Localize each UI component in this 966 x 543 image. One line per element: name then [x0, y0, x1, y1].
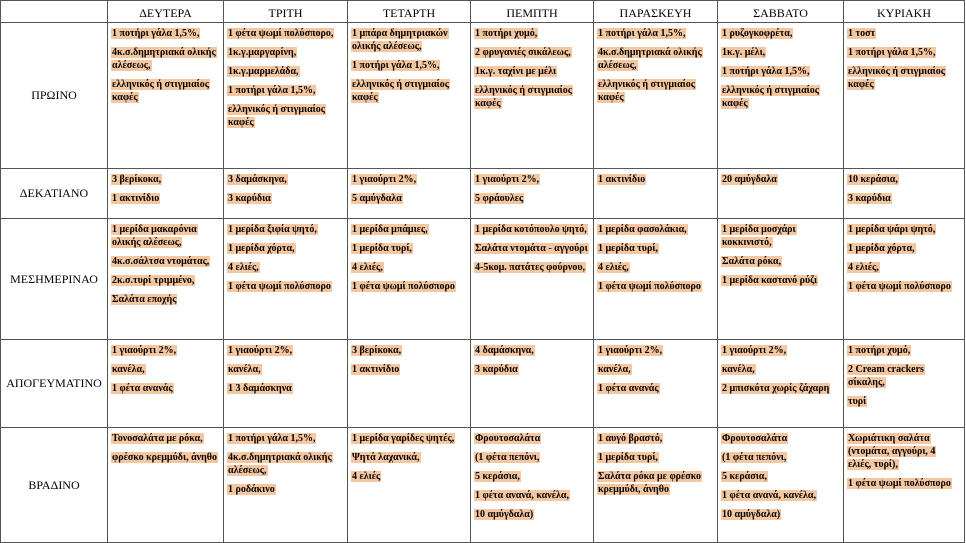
food-item	[351, 27, 467, 53]
food-item	[721, 344, 840, 357]
food-item-text: Σαλάτα ρόκα με φρέσκο κρεμμύδι, άνηθο	[598, 471, 702, 495]
food-item-text: 10 κεράσια,	[848, 174, 898, 185]
food-item-text: 1 φέτα ψωμί πολύσπορο	[848, 281, 951, 292]
food-item	[597, 78, 714, 104]
menu-cell	[594, 23, 718, 169]
food-item-text: 1 γιαούρτι 2%,	[722, 345, 787, 356]
food-item-text: ελληνικός ή στιγμιαίος καφές	[475, 85, 573, 109]
food-item-text: 1 μερίδα ξιφία ψητό,	[228, 224, 317, 235]
food-item	[721, 84, 840, 110]
food-item	[474, 65, 590, 78]
food-item	[474, 432, 590, 445]
food-item-text: 1 γιαούρτι 2%,	[112, 345, 177, 356]
food-item	[111, 46, 220, 72]
food-item	[597, 470, 714, 496]
menu-cell	[348, 340, 471, 428]
food-item-text: Σαλάτα ντομάτα - αγγούρι	[475, 243, 588, 254]
food-item	[227, 46, 344, 59]
food-item	[721, 223, 840, 249]
food-item-text: κανέλα,	[112, 364, 145, 375]
food-item-text: Σαλάτα εποχής	[112, 294, 177, 305]
food-item-text: 1 φέτα ψωμί πολύσπορο	[352, 281, 455, 292]
food-item-text: φρέσκο κρεμμύδι, άνηθο	[112, 452, 218, 463]
menu-cell	[594, 340, 718, 428]
day-header: ΤΕΤΑΡΤΗ	[348, 1, 471, 23]
menu-cell	[224, 219, 348, 340]
food-item-text: 1 φέτα ανανάς	[598, 383, 659, 394]
food-item-text: 1 φέτα ψωμί πολύσπορο	[228, 281, 331, 292]
meal-label: ΑΠΟΓΕΥΜΑΤΙΝΟ	[1, 340, 108, 428]
food-item-text: 2 Cream crackers σίκαλης,	[848, 364, 924, 388]
food-item	[597, 173, 714, 186]
food-item-text: 1 μερίδα φασολάκια,	[598, 224, 687, 235]
food-item-text: 1 φέτα ανανάς	[112, 383, 173, 394]
food-item	[474, 261, 590, 274]
food-item	[597, 451, 714, 464]
food-item	[597, 27, 714, 40]
food-item	[111, 382, 220, 395]
food-item-text: 1 ακτινίδιο	[598, 174, 646, 185]
menu-cell	[471, 340, 594, 428]
food-item	[227, 84, 344, 97]
food-item	[721, 382, 840, 395]
food-item	[847, 363, 961, 389]
food-item-text: 2κ.σ.τυρί τριμμένο,	[112, 275, 195, 286]
menu-cell	[348, 23, 471, 169]
food-item	[847, 395, 961, 408]
food-item	[227, 483, 344, 496]
food-item-text: Ψητά λαχανικά,	[352, 452, 420, 463]
menu-cell	[718, 23, 844, 169]
food-item-text: 20 αμύγδαλα	[722, 174, 777, 185]
food-item-text: 1 μερίδα χόρτα,	[228, 243, 295, 254]
menu-cell	[224, 169, 348, 219]
food-item	[847, 477, 961, 490]
food-item-text: 1 φέτα ψωμί πολύσπορο,	[228, 28, 334, 39]
day-header: ΣΑΒΒΑΤΟ	[718, 1, 844, 23]
food-item	[227, 65, 344, 78]
food-item-text: 1 ακτινίδιο	[352, 364, 400, 375]
food-item-text: 1 μερίδα χόρτα,	[848, 243, 915, 254]
food-item-text: 1 μερίδα καστανό ρύζι	[722, 275, 818, 286]
menu-cell	[718, 219, 844, 340]
food-item-text: κανέλα,	[228, 364, 261, 375]
menu-cell	[348, 428, 471, 543]
food-item	[351, 432, 467, 445]
food-item	[227, 382, 344, 395]
food-item-text: 1κ.γ.μαρμελάδα,	[228, 66, 299, 77]
food-item	[474, 363, 590, 376]
food-item-text: 1 φέτα ψωμί πολύσπορο	[598, 281, 701, 292]
day-header: ΠΕΜΠΤΗ	[471, 1, 594, 23]
food-item-text: 3 βερίκοκα,	[112, 174, 162, 185]
food-item-text: 1 μερίδα κοτόπουλο ψητό,	[475, 224, 587, 235]
food-item	[847, 261, 961, 274]
food-item-text: Φρουτοσαλάτα	[475, 433, 541, 444]
food-item-text: ελληνικός ή στιγμιαίος καφές	[352, 79, 450, 103]
food-item-text: 1 ποτήρι γάλα 1,5%,	[228, 433, 316, 444]
food-item	[597, 46, 714, 72]
food-item-text: 1 ροδάκινο	[228, 484, 275, 495]
food-item-text: 1 ποτήρι γάλα 1,5%,	[352, 60, 440, 71]
menu-cell	[108, 428, 224, 543]
food-item	[111, 78, 220, 104]
food-item-text: 1 ακτινίδιο	[112, 193, 160, 204]
food-item	[721, 255, 840, 268]
menu-cell	[108, 219, 224, 340]
food-item-text: 4 δαμάσκηνα,	[475, 345, 534, 356]
food-item	[111, 274, 220, 287]
food-item-text: 1 φέτα ψωμί πολύσπορο	[848, 478, 951, 489]
food-item-text: 4κ.σ.δημητριακά ολικής αλέσεως,	[112, 47, 216, 71]
meal-row	[1, 219, 965, 340]
food-item-text: 4κ.σ.δημητριακά ολικής αλέσεως,	[598, 47, 702, 71]
food-item	[721, 508, 840, 521]
food-item	[227, 27, 344, 40]
food-item	[847, 432, 961, 471]
corner-cell	[1, 1, 108, 23]
food-item-text: 10 αμύγδαλα)	[475, 509, 534, 520]
food-item	[111, 27, 220, 40]
food-item-text: 1 ποτήρι γάλα 1,5%,	[598, 28, 686, 39]
day-header-row	[1, 1, 965, 23]
food-item	[474, 451, 590, 464]
food-item-text: 4-5κομ. πατάτες φούρνου,	[475, 262, 586, 273]
menu-cell	[718, 340, 844, 428]
food-item-text: 3 καρύδια	[475, 364, 518, 375]
food-item-text: 1 μερίδα μακαρόνια ολικής αλέσεως,	[112, 224, 197, 248]
food-item-text: 5 κεράσια,	[475, 471, 520, 482]
food-item	[227, 192, 344, 205]
food-item-text: 1 ποτήρι γάλα 1,5%,	[848, 47, 936, 58]
food-item-text: Τονοσαλάτα με ρόκα,	[112, 433, 203, 444]
food-item	[847, 46, 961, 59]
food-item	[721, 489, 840, 502]
food-item	[351, 59, 467, 72]
menu-cell	[718, 428, 844, 543]
meal-label: ΜΕΣΗΜΕΡΙΝΑΟ	[1, 219, 108, 340]
food-item	[721, 432, 840, 445]
food-item-text: 1 ποτήρι χυμό,	[848, 345, 911, 356]
food-item-text: ελληνικός ή στιγμιαίος καφές	[598, 79, 696, 103]
food-item	[227, 363, 344, 376]
food-item	[847, 280, 961, 293]
food-item	[227, 242, 344, 255]
food-item	[474, 46, 590, 59]
food-item	[351, 173, 467, 186]
menu-cell	[594, 169, 718, 219]
menu-cell	[224, 340, 348, 428]
food-item-text: 1 μερίδα μοσχάρι κοκκινιστό,	[722, 224, 796, 248]
menu-cell	[348, 219, 471, 340]
food-item-text: ελληνικός ή στιγμιαίος καφές	[848, 66, 946, 90]
food-item-text: 1 μερίδα μπάμιες,	[352, 224, 428, 235]
food-item	[847, 242, 961, 255]
food-item-text: Φρουτοσαλάτα	[722, 433, 788, 444]
menu-cell	[844, 169, 965, 219]
food-item	[721, 451, 840, 464]
food-item-text: 3 καρύδια	[848, 193, 891, 204]
menu-cell	[224, 428, 348, 543]
food-item-text: 5 αμύγδαλα	[352, 193, 402, 204]
food-item	[351, 78, 467, 104]
food-item	[474, 242, 590, 255]
food-item	[474, 84, 590, 110]
menu-cell	[471, 169, 594, 219]
food-item-text: 1 γιαούρτι 2%,	[475, 174, 540, 185]
menu-cell	[844, 428, 965, 543]
food-item	[597, 223, 714, 236]
food-item-text: 3 καρύδια	[228, 193, 271, 204]
day-header: ΚΥΡΙΑΚΗ	[844, 1, 965, 23]
menu-cell	[108, 340, 224, 428]
food-item-text: 4κ.σ.σάλτσα ντομάτας,	[112, 256, 210, 267]
menu-cell	[718, 169, 844, 219]
food-item	[721, 274, 840, 287]
food-item	[847, 65, 961, 91]
menu-cell	[844, 23, 965, 169]
food-item	[351, 280, 467, 293]
food-item	[351, 451, 467, 464]
food-item	[351, 470, 467, 483]
food-item-text: 1 μερίδα τυρί,	[352, 243, 412, 254]
food-item	[111, 451, 220, 464]
food-item	[847, 173, 961, 186]
food-item-text: 10 αμύγδαλα)	[722, 509, 781, 520]
food-item	[111, 192, 220, 205]
food-item-text: 1 ποτήρι γάλα 1,5%,	[722, 66, 810, 77]
food-item-text: 5 φράουλες	[475, 193, 524, 204]
food-item-text: 1 μπάρα δημητριακών ολικής αλέσεως,	[352, 28, 448, 52]
food-item-text: 1 ποτήρι γάλα 1,5%,	[112, 28, 200, 39]
food-item-text: 1 τοστ	[848, 28, 876, 39]
menu-cell	[224, 23, 348, 169]
food-item-text: 1 φέτα ανανά, κανέλα,	[722, 490, 816, 501]
food-item-text: 1κ.γ. ταχίνι με μέλι	[475, 66, 557, 77]
menu-cell	[348, 169, 471, 219]
food-item	[227, 223, 344, 236]
food-item	[597, 242, 714, 255]
food-item-text: 1 γιαούρτι 2%,	[598, 345, 663, 356]
food-item	[227, 451, 344, 477]
food-item	[351, 192, 467, 205]
food-item-text: 4 ελιές,	[848, 262, 879, 273]
food-item-text: 1 ρυζογκοφρέτα,	[722, 28, 793, 39]
food-item-text: 1 3 δαμάσκηνα	[228, 383, 292, 394]
food-item-text: 1 μερίδα τυρί,	[598, 452, 658, 463]
meal-row	[1, 340, 965, 428]
food-item	[474, 223, 590, 236]
food-item	[474, 192, 590, 205]
food-item	[351, 344, 467, 357]
food-item	[227, 344, 344, 357]
food-item	[847, 27, 961, 40]
food-item	[227, 280, 344, 293]
food-item	[111, 223, 220, 249]
food-item-text: ελληνικός ή στιγμιαίος καφές	[228, 104, 326, 128]
food-item-text: Χωριάτικη σαλάτα (ντομάτα, αγγούρι, 4 ελιές, τυρί),	[848, 433, 936, 470]
food-item-text: ελληνικός ή στιγμιαίος καφές	[722, 85, 820, 109]
food-item	[847, 223, 961, 236]
food-item	[721, 363, 840, 376]
food-item-text: 4 ελιές,	[598, 262, 629, 273]
food-item	[597, 280, 714, 293]
food-item	[721, 470, 840, 483]
day-header: ΠΑΡΑΣΚΕΥΗ	[594, 1, 718, 23]
food-item	[351, 363, 467, 376]
menu-cell	[471, 23, 594, 169]
meal-row	[1, 169, 965, 219]
food-item-text: Σαλάτα ρόκα,	[722, 256, 781, 267]
food-item	[111, 173, 220, 186]
food-item-text: 1 μερίδα ψάρι ψητό,	[848, 224, 936, 235]
food-item	[847, 344, 961, 357]
food-item	[847, 192, 961, 205]
food-item	[111, 255, 220, 268]
food-item-text: 3 βερίκοκα,	[352, 345, 402, 356]
food-item-text: 1 ποτήρι γάλα 1,5%,	[228, 85, 316, 96]
food-item	[597, 432, 714, 445]
food-item	[721, 173, 840, 186]
food-item	[111, 363, 220, 376]
menu-cell	[594, 428, 718, 543]
food-item	[721, 27, 840, 40]
food-item	[111, 344, 220, 357]
food-item-text: 5 κεράσια,	[722, 471, 767, 482]
food-item-text: 1 φέτα ανανά, κανέλα,	[475, 490, 569, 501]
menu-cell	[108, 23, 224, 169]
food-item-text: 1 μερίδα γαρίδες ψητές,	[352, 433, 455, 444]
food-item-text: 4κ.σ.δημητριακά ολικής αλέσεως,	[228, 452, 332, 476]
food-item	[597, 363, 714, 376]
food-item	[597, 344, 714, 357]
meal-label: ΒΡΑΔΙΝΟ	[1, 428, 108, 543]
food-item	[227, 261, 344, 274]
meal-row	[1, 428, 965, 543]
day-header: ΔΕΥΤΕΡΑ	[108, 1, 224, 23]
food-item	[227, 432, 344, 445]
menu-cell	[471, 428, 594, 543]
food-item	[351, 261, 467, 274]
food-item-text: 1 γιαούρτι 2%,	[352, 174, 417, 185]
menu-cell	[594, 219, 718, 340]
food-item	[721, 46, 840, 59]
food-item-text: τυρί	[848, 396, 867, 407]
food-item-text: 4 ελιές,	[228, 262, 259, 273]
food-item	[111, 293, 220, 306]
food-item-text: 4 ελιές,	[352, 262, 383, 273]
food-item	[111, 432, 220, 445]
day-header: ΤΡΙΤΗ	[224, 1, 348, 23]
food-item-text: (1 φέτα πεπόνι,	[475, 452, 540, 463]
food-item	[597, 261, 714, 274]
food-item	[474, 344, 590, 357]
food-item-text: 1 ποτήρι χυμό,	[475, 28, 538, 39]
food-item	[721, 65, 840, 78]
food-item	[351, 242, 467, 255]
meal-label: ΠΡΩΙΝΟ	[1, 23, 108, 169]
food-item	[474, 470, 590, 483]
food-item	[474, 27, 590, 40]
food-item-text: 4 ελιές	[352, 471, 381, 482]
food-item-text: ελληνικός ή στιγμιαίος καφές	[112, 79, 210, 103]
food-item-text: 1κ.γ.μαργαρίνη,	[228, 47, 297, 58]
food-item	[474, 173, 590, 186]
food-item-text: 3 δαμάσκηνα,	[228, 174, 287, 185]
menu-cell	[108, 169, 224, 219]
food-item-text: 1 γιαούρτι 2%,	[228, 345, 293, 356]
food-item-text: κανέλα,	[598, 364, 631, 375]
food-item-text: 2 μπισκότα χωρίς ζάχαρη	[722, 383, 830, 394]
food-item	[227, 173, 344, 186]
food-item-text: (1 φέτα πεπόνι,	[722, 452, 787, 463]
food-item	[474, 508, 590, 521]
food-item-text: 1κ.γ. μέλι,	[722, 47, 766, 58]
menu-cell	[844, 219, 965, 340]
food-item-text: 1 μερίδα τυρί,	[598, 243, 658, 254]
menu-cell	[471, 219, 594, 340]
food-item-text: κανέλα,	[722, 364, 755, 375]
food-item	[597, 382, 714, 395]
food-item	[474, 489, 590, 502]
meal-label: ΔΕΚΑΤΙΑΝΟ	[1, 169, 108, 219]
food-item	[227, 103, 344, 129]
food-item-text: 1 αυγό βραστό,	[598, 433, 663, 444]
meal-row	[1, 23, 965, 169]
food-item	[351, 223, 467, 236]
menu-cell	[844, 340, 965, 428]
food-item-text: 2 φρυγανιές σικάλεως,	[475, 47, 571, 58]
